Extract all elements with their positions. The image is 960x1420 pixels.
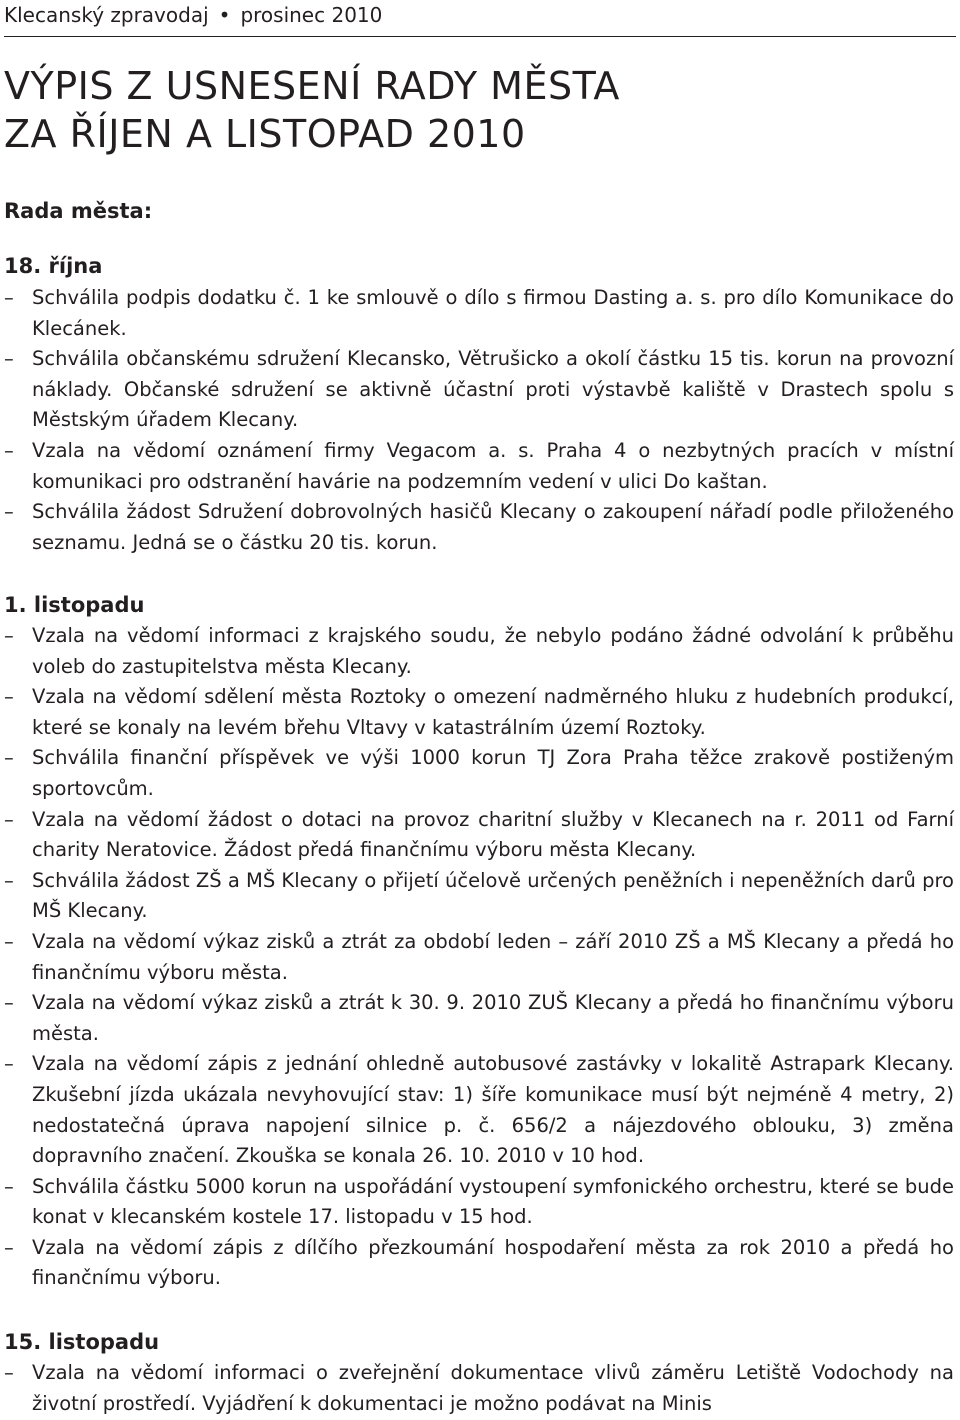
dash-marker: – [4,807,14,831]
list-item [4,805,954,866]
list-item [4,988,954,1049]
list-item [4,1049,954,1171]
dash-marker: – [4,1052,14,1076]
item-text: Schválila podpis dodatku č. 1 ke smlouvě o dílo s firmou Dasting a. s. pro dílo Komunikace do Klecánek. [32,286,954,340]
dash-marker: – [4,500,14,524]
item-text: Vzala na vědomí výkaz zisků a ztrát k 30. 9. 2010 ZUŠ Klecany a předá ho finančnímu výboru města. [32,991,954,1045]
section-items-nov-1 [4,621,954,1294]
dash-marker: – [4,1361,14,1384]
item-text: Schválila občanskému sdružení Klecansko, Větrušicko a okolí částku 15 tis. korun na provozní náklady. Občanské sdružení se aktivně účastní proti výstavbě kaliště v Drastech spolu s Městským úřadem Klecany. [32,347,954,432]
dash-marker: – [4,438,14,462]
dash-marker: – [4,929,14,953]
title-line-1: VÝPIS Z USNESENÍ RADY MĚSTA [4,64,620,108]
item-text: Vzala na vědomí sdělení města Roztoky o omezení nadměrného hluku z hudebních produkcí, které se konaly na levém břehu Vltavy v katastrálním území Roztoky. [32,685,954,739]
section-date-nov-1: 1. listopadu [4,593,145,617]
item-text: Schválila žádost Sdružení dobrovolných hasičů Klecany o zakoupení nářadí podle přiloženého seznamu. Jedná se o částku 20 tis. korun. [32,500,954,554]
list-item [4,283,954,344]
item-text: Schválila částku 5000 korun na uspořádání vystoupení symfonického orchestru, které se bude konat v klecanském kostele 17. listopadu v 15 hod. [32,1174,954,1229]
dash-marker: – [4,685,14,709]
list-item [4,866,954,927]
dash-marker: – [4,624,14,647]
section-date-nov-15: 15. listopadu [4,1330,160,1354]
section-items-nov-15 [4,1358,954,1419]
dash-marker: – [4,286,14,309]
running-header [4,0,956,37]
header-bullet: • [218,3,231,27]
item-text: Vzala na vědomí informaci z krajského soudu, že nebylo podáno žádné odvolání k průběhu voleb do zastupitelstva města Klecany. [32,624,954,678]
item-text: Vzala na vědomí zápis z dílčího přezkoumání hospodaření města za rok 2010 a předá ho finančnímu výboru. [32,1235,954,1290]
list-item [4,682,954,743]
dash-marker: – [4,1235,14,1259]
title-line-2: ZA ŘÍJEN A LISTOPAD 2010 [4,112,526,156]
list-item [4,436,954,497]
item-text: Vzala na vědomí zápis z jednání ohledně autobusové zastávky v lokalitě Astrapark Klecany. Zkušební jízda ukázala nevyhovující stav: 1) šíře komunikace musí být nejméně 4 metry, 2) nedostatečná úprava napojení silnice p. č. 656/2 a nájezdového oblouku, 3) změna dopravního značení. Zkouška se konala 26. 10. 2010 v 10 hod. [32,1052,954,1168]
list-item [4,497,954,558]
dash-marker: – [4,746,14,770]
list-item [4,1358,954,1419]
dash-marker: – [4,347,14,371]
item-text: Vzala na vědomí žádost o dotaci na provoz charitní služby v Klecanech na r. 2011 od Farní charity Neratovice. Žádost předá finančnímu výboru města Klecany. [32,807,954,862]
dash-marker: – [4,1174,14,1198]
dash-marker: – [4,868,14,892]
list-item [4,1233,954,1294]
item-text: Schválila finanční příspěvek ve výši 1000 korun TJ Zora Praha těžce zrakově postiženým sportovcům. [32,746,954,800]
section-items-oct-18 [4,283,954,558]
item-text: Vzala na vědomí informaci o zveřejnění dokumentace vlivů záměru Letiště Vodochody na životní prostředí. Vyjádření k dokumentaci je možno podávat na Minis [32,1361,954,1415]
article-title [4,62,954,158]
list-item [4,621,954,682]
item-text: Vzala na vědomí výkaz zisků a ztrát za období leden – září 2010 ZŠ a MŠ Klecany a předá ho finančnímu výboru města. [32,929,954,984]
list-item [4,743,954,804]
section-date-oct-18: 18. října [4,254,103,278]
list-item [4,344,954,436]
item-text: Vzala na vědomí oznámení firmy Vegacom a. s. Praha 4 o nezbytných pracích v místní komunikaci pro odstranění havárie na podzemním vedení v ulici Do kaštan. [32,438,954,493]
council-subhead: Rada města: [4,199,153,223]
publication-name: Klecanský zpravodaj [4,3,209,27]
list-item [4,1172,954,1233]
list-item [4,927,954,988]
dash-marker: – [4,991,14,1015]
item-text: Schválila žádost ZŠ a MŠ Klecany o přijetí účelově určených peněžních i nepeněžních darů pro MŠ Klecany. [32,868,954,923]
issue-date: prosinec 2010 [240,3,383,27]
